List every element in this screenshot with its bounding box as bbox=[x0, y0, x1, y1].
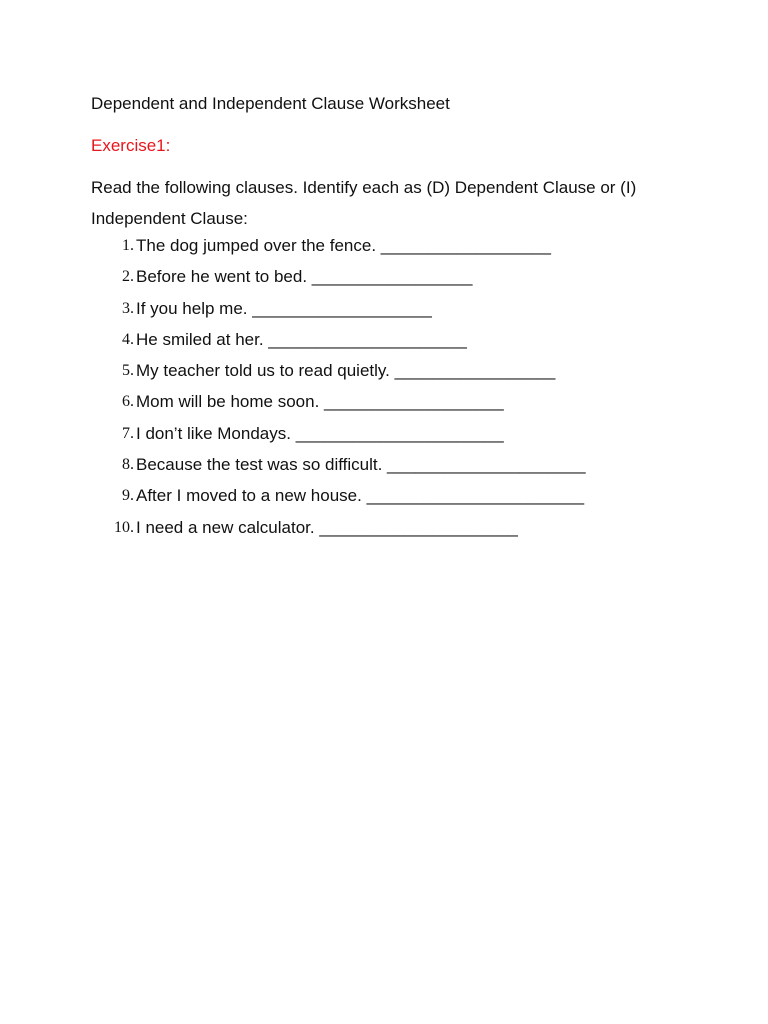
question-number: 9. bbox=[122, 487, 134, 505]
question-text: I don’t like Mondays. ______________________ bbox=[136, 423, 504, 443]
question-number: 8. bbox=[122, 456, 134, 474]
question-number: 6. bbox=[122, 393, 134, 411]
question-text: Before he went to bed. _________________ bbox=[136, 267, 473, 287]
question-number: 10. bbox=[114, 518, 134, 536]
question-number: 2. bbox=[122, 268, 134, 286]
question-text: The dog jumped over the fence. __________________ bbox=[136, 236, 551, 255]
question-number: 3. bbox=[122, 299, 134, 317]
question-text: He smiled at her. _____________________ bbox=[136, 329, 467, 349]
question-text: Because the test was so difficult. _____________________ bbox=[136, 455, 586, 475]
instructions-text: Read the following clauses. Identify each as (D) Dependent Clause or (I) Independent Clause: bbox=[91, 178, 637, 228]
question-text: Mom will be home soon. ___________________ bbox=[136, 392, 504, 412]
question-number: 1. bbox=[122, 237, 134, 254]
question-text: After I moved to a new house. _______________________ bbox=[136, 486, 585, 506]
question-number: 4. bbox=[122, 330, 134, 348]
question-number: 7. bbox=[122, 424, 134, 442]
exercise-heading: Exercise1: bbox=[91, 136, 171, 155]
question-text: My teacher told us to read quietly. _________________ bbox=[136, 361, 556, 381]
question-text: If you help me. ___________________ bbox=[136, 298, 432, 318]
worksheet-title: Dependent and Independent Clause Worksheet bbox=[91, 94, 450, 113]
question-text: I need a new calculator. _____________________ bbox=[136, 517, 518, 537]
question-number: 5. bbox=[122, 362, 134, 380]
